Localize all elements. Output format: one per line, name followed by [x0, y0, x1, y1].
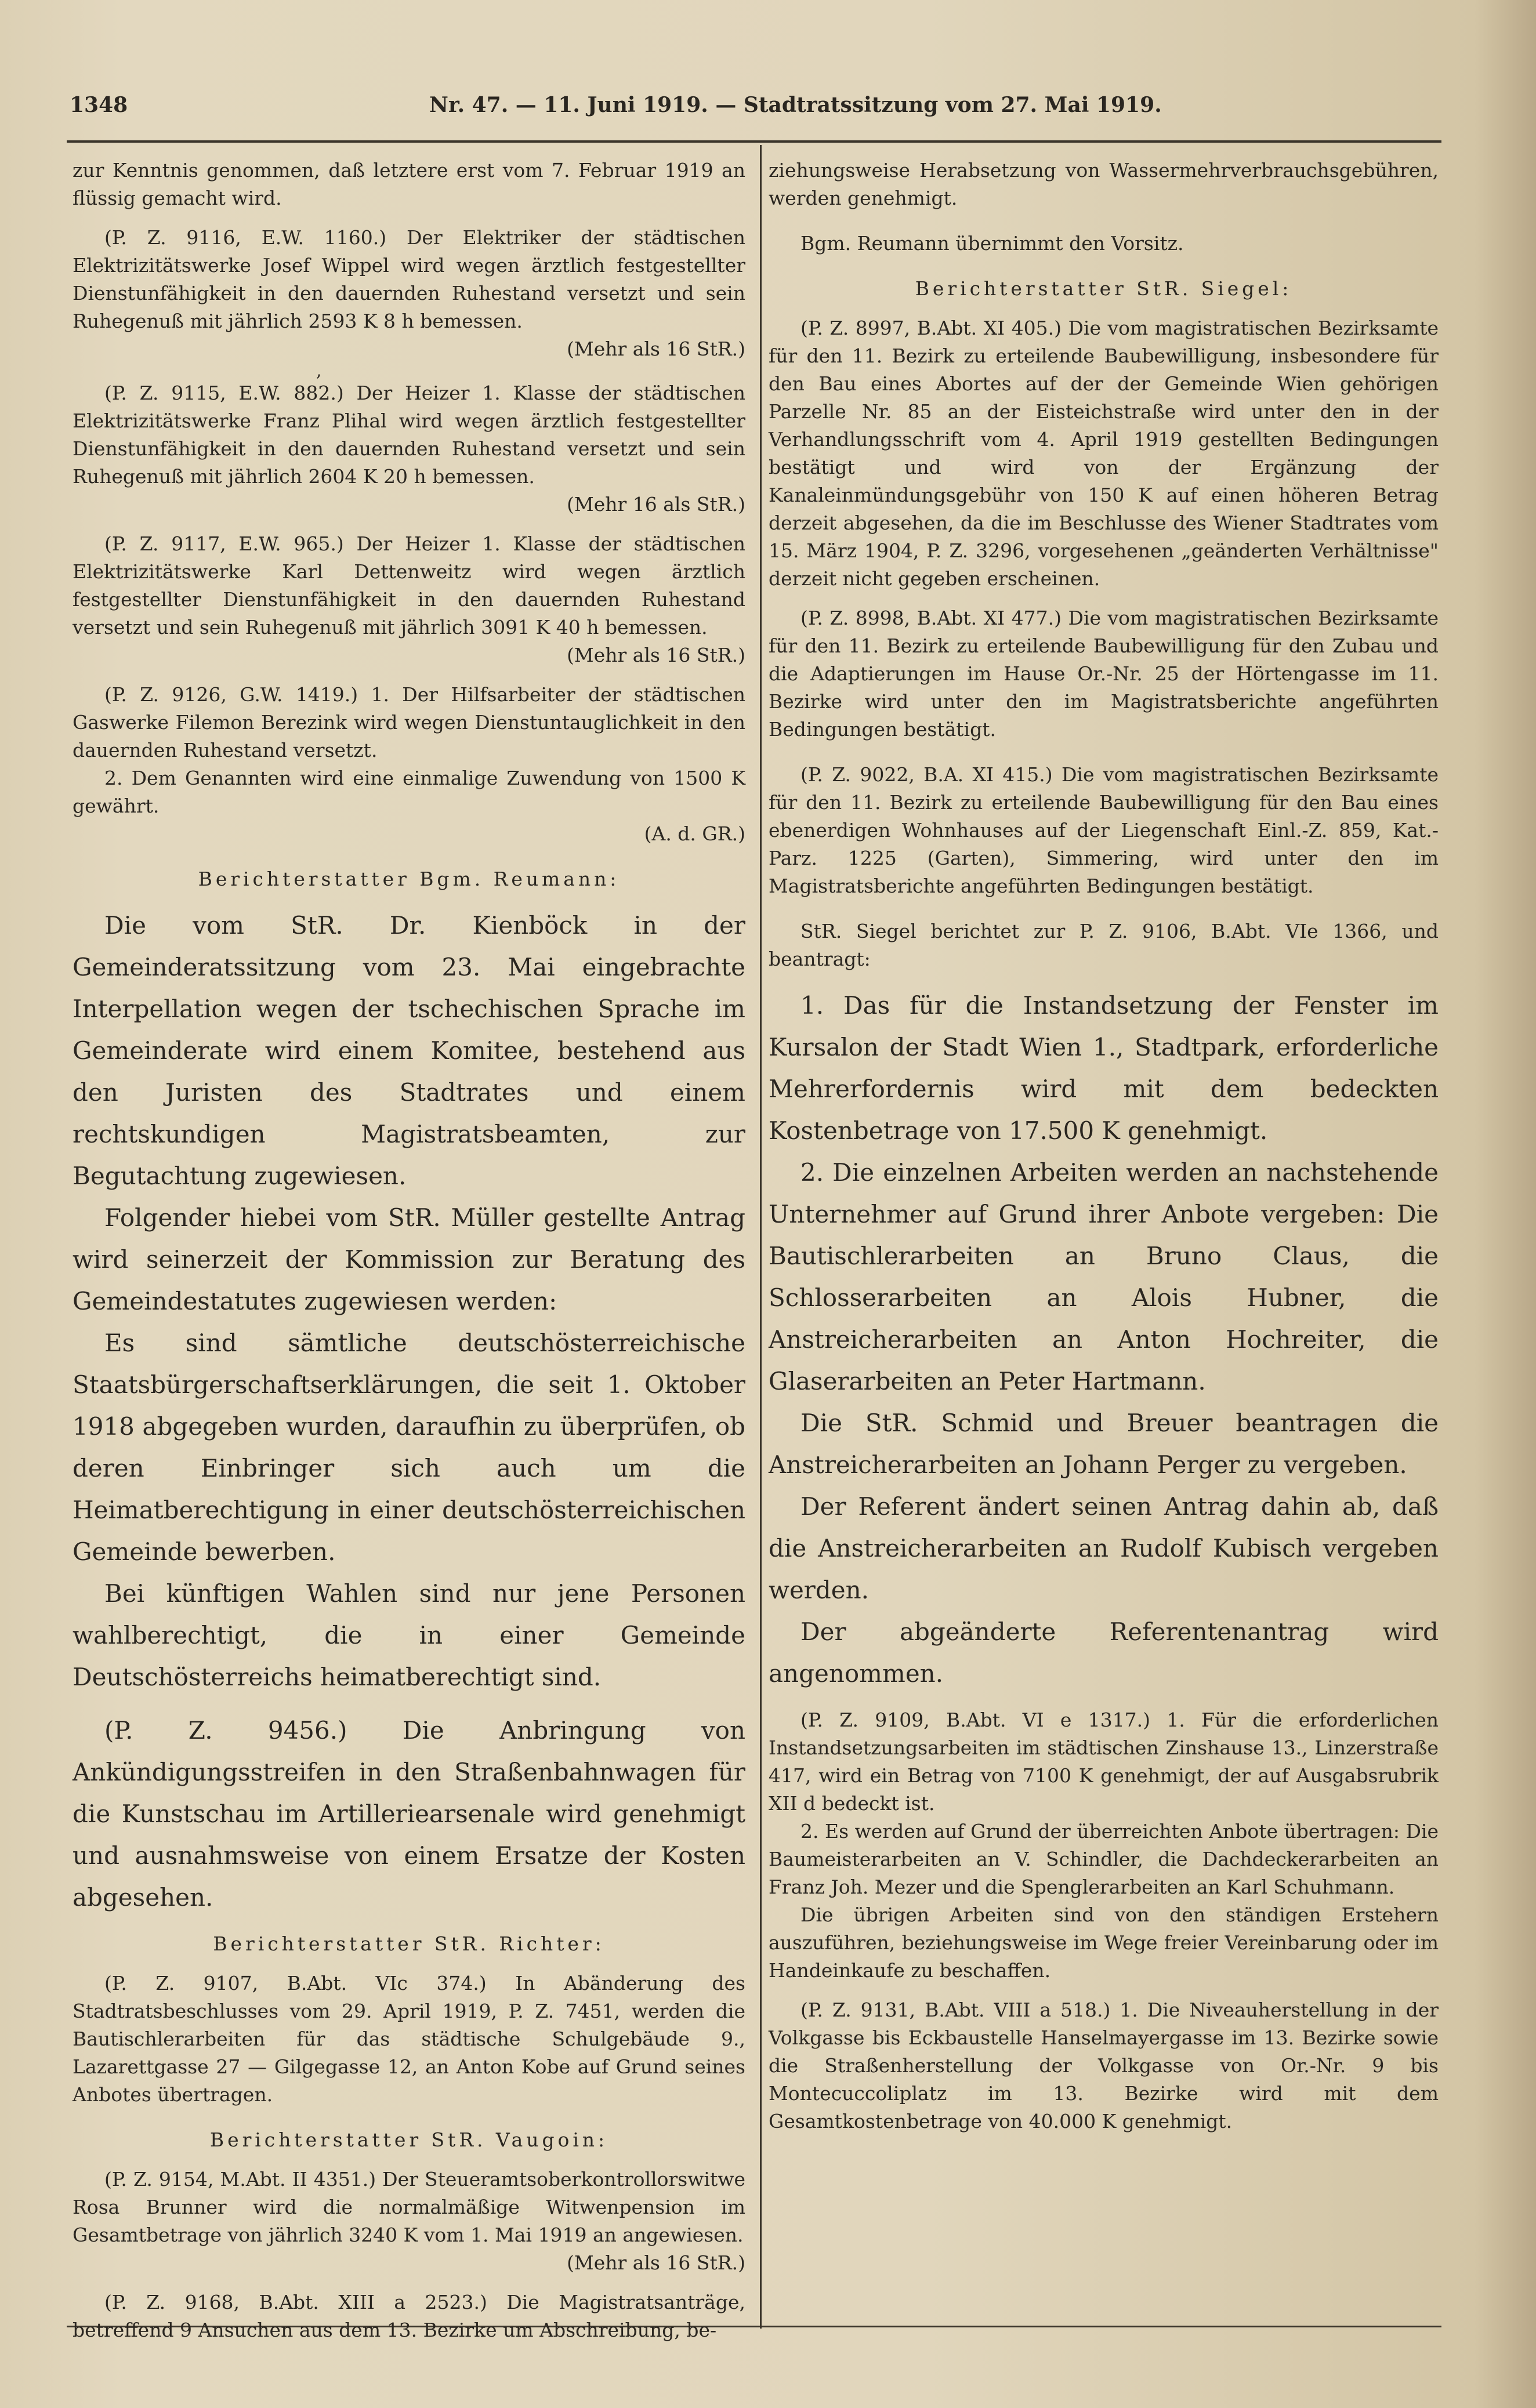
- paragraph: (P. Z. 8998, B.Abt. XI 477.) Die vom magistratischen Bezirksamte für den 11. Bezirk zu erteilende Baubewilligung für den Zubau und die Adaptierungen im Hause Or.-Nr. 25 der Hörtengasse im 11. Bezirke wird unter den im Magistratsberichte angeführten Bedingungen bestätigt.: [769, 607, 1439, 741]
- vote-note: (Mehr als 16 StR.): [567, 644, 745, 666]
- paragraph: Die vom StR. Dr. Kienböck in der Gemeinderatssitzung vom 23. Mai eingebrachte Interpellation wegen der tschechischen Sprache im Gemeinderate wird einem Komitee, bestehend aus den Juristen des Stadtrates und einem rechtskundigen Magistratsbeamten, zur Begutachtung zugewiesen.: [73, 911, 745, 1190]
- paragraph: (P. Z. 9154, M.Abt. II 4351.) Der Steueramtsoberkontrollorswitwe Rosa Brunner wird die normalmäßige Witwenpension im Gesamtbetrage von jährlich 3240 K vom 1. Mai 1919 an angewiesen.: [73, 2168, 745, 2246]
- column-divider: [760, 145, 762, 2329]
- page-header: [70, 93, 1427, 128]
- paragraph: StR. Siegel berichtet zur P. Z. 9106, B.Abt. VIe 1366, und beantragt:: [769, 920, 1439, 970]
- paragraph: (P. Z. 9022, B.A. XI 415.) Die vom magistratischen Bezirksamte für den 11. Bezirk zu erteilende Baubewilligung für den Bau eines ebenerdigen Wohnhauses auf der Liegenschaft Einl.-Z. 859, Kat.-Parz. 1225 (Garten), Simmering, wird unter den im Magistratsberichte angeführten Bedingungen bestätigt.: [769, 763, 1439, 897]
- page-number: 1348: [70, 93, 128, 117]
- paragraph: (P. Z. 9456.) Die Anbringung von Ankündigungsstreifen in den Straßenbahnwagen für die Kunstschau im Artilleriearsenale wird genehmigt und ausnahmsweise von einem Ersatze der Kosten abgesehen.: [73, 1716, 745, 1912]
- paragraph: 1. Das für die Instandsetzung der Fenster im Kursalon der Stadt Wien 1., Stadtpark, erforderliche Mehrerfordernis wird mit dem bedeckten Kostenbetrage von 17.500 K genehmigt.: [769, 991, 1439, 1145]
- paragraph: Die StR. Schmid und Breuer beantragen die Anstreicherarbeiten an Johann Perger zu vergeben.: [769, 1409, 1439, 1479]
- paragraph: 2. Die einzelnen Arbeiten werden an nachstehende Unternehmer auf Grund ihrer Anbote vergeben: Die Bautischlerarbeiten an Bruno Claus, die Schlosserarbeiten an Alois Hubner, die Anstreicherarbeiten an Anton Hochreiter, die Glaserarbeiten an Peter Hartmann.: [769, 1158, 1439, 1395]
- paragraph: Es sind sämtliche deutschösterreichische Staatsbürgerschaftserklärungen, die seit 1. Oktober 1918 abgegeben wurden, daraufhin zu überprüfen, ob deren Einbringer sich auch um die Heimatberechtigung in einer deutschösterreichischen Gemeinde bewerben.: [73, 1329, 745, 1566]
- paragraph: Bei künftigen Wahlen sind nur jene Personen wahlberechtigt, die in einer Gemeinde Deutschösterreichs heimatberechtigt sind.: [73, 1579, 745, 1691]
- section-heading: Berichterstatter Bgm. Reumann:: [198, 868, 620, 890]
- vote-note: (A. d. GR.): [644, 822, 745, 845]
- paragraph: (P. Z. 9131, B.Abt. VIII a 518.) 1. Die Niveauherstellung in der Volkgasse bis Eckbaustelle Hanselmayergasse im 13. Bezirke sowie die Straßenherstellung der Volkgasse von Or.-Nr. 9 bis Montecuccoliplatz im 13. Bezirke wird mit dem Gesamtkostenbetrage von 40.000 K genehmigt.: [769, 1999, 1439, 2133]
- paragraph: Der Referent ändert seinen Antrag dahin ab, daß die Anstreicherarbeiten an Rudolf Kubisch vergeben werden.: [769, 1492, 1439, 1604]
- paragraph: (P. Z. 9109, B.Abt. VI e 1317.) 1. Für die erforderlichen Instandsetzungsarbeiten im städtischen Zinshause 13., Linzerstraße 417, wird ein Betrag von 7100 K genehmigt, der auf Ausgabsrubrik XII d bedeckt ist.: [769, 1709, 1439, 1815]
- paragraph: (P. Z. 9126, G.W. 1419.) 1. Der Hilfsarbeiter der städtischen Gaswerke Filemon Berezink wird wegen Dienstuntauglichkeit in den dauernden Ruhestand versetzt.: [73, 683, 745, 761]
- paragraph: zur Kenntnis genommen, daß letztere erst vom 7. Februar 1919 an flüssig gemacht wird.: [73, 159, 745, 209]
- paragraph: (P. Z. 9115, E.W. 882.) Der Heizer 1. Klasse der städtischen Elektrizitätswerke Franz Plihal wird wegen ärztlich festgestellter Dienstunfähigkeit in den dauernden Ruhestand versetzt und sein Ruhegenuß mit jährlich 2604 K 20 h bemessen.: [73, 382, 745, 488]
- section-heading: Berichterstatter StR. Richter:: [213, 1932, 605, 1955]
- section-heading: Berichterstatter StR. Vaugoin:: [209, 2128, 608, 2151]
- paragraph: (P. Z. 8997, B.Abt. XI 405.) Die vom magistratischen Bezirksamte für den 11. Bezirk zu erteilende Baubewilligung, insbesondere für den Bau eines Abortes auf der der Gemeinde Wien gehörigen Parzelle Nr. 85 an der Eisteichstraße wird unter den in der Verhandlungsschrift vom 4. April 1919 gestellten Bedingungen bestätigt und wird von der Ergänzung der Kanaleinmündungsgebühr von 150 K auf einen höheren Betrag derzeit abgesehen, da die im Beschlusse des Wiener Stadtrates vom 15. März 1904, P. Z. 3296, vorgesehenen „geänderten Verhältnisse" derzeit nicht gegeben erscheinen.: [769, 317, 1439, 590]
- stray-mark: ,: [316, 361, 322, 381]
- paragraph: (P. Z. 9168, B.Abt. XIII a 2523.) Die Magistratsanträge, betreffend 9 Ansuchen aus dem 13. Bezirke um Abschreibung, be-: [73, 2291, 745, 2341]
- header-rule: [67, 140, 1441, 143]
- left-column: [73, 157, 745, 2344]
- paragraph: 2. Es werden auf Grund der überreichten Anbote übertragen: Die Baumeisterarbeiten an V. Schindler, die Dachdeckerarbeiten an Franz Joh. Mezer und die Spenglerarbeiten an Karl Schuhmann.: [769, 1820, 1439, 1898]
- paragraph: Der abgeänderte Referentenantrag wird angenommen.: [769, 1618, 1439, 1688]
- vote-note: (Mehr als 16 StR.): [567, 2251, 745, 2274]
- right-column: [769, 157, 1439, 2135]
- issue-title: Nr. 47. — 11. Juni 1919. — Stadtratssitzung vom 27. Mai 1919.: [429, 93, 1162, 117]
- paragraph: ziehungsweise Herabsetzung von Wassermehrverbrauchsgebühren, werden genehmigt.: [769, 159, 1439, 209]
- paragraph: (P. Z. 9116, E.W. 1160.) Der Elektriker der städtischen Elektrizitätswerke Josef Wippel wird wegen ärztlich festgestellter Dienstunfähigkeit in den dauernden Ruhestand versetzt und sein Ruhegenuß mit jährlich 2593 K 8 h bemessen.: [73, 226, 745, 332]
- paragraph: 2. Dem Genannten wird eine einmalige Zuwendung von 1500 K gewährt.: [73, 767, 745, 817]
- paragraph: Die übrigen Arbeiten sind von den ständigen Erstehern auszuführen, beziehungsweise im Wege freier Vereinbarung oder im Handeinkaufe zu beschaffen.: [769, 1903, 1439, 1982]
- section-heading: Berichterstatter StR. Siegel:: [915, 277, 1292, 300]
- paragraph: Folgender hiebei vom StR. Müller gestellte Antrag wird seinerzeit der Kommission zur Beratung des Gemeindestatutes zugewiesen werden:: [73, 1203, 745, 1315]
- paragraph: (P. Z. 9117, E.W. 965.) Der Heizer 1. Klasse der städtischen Elektrizitätswerke Karl Dettenweitz wird wegen ärztlich festgestellter Dienstunfähigkeit in den dauernden Ruhestand versetzt und sein Ruhegenuß mit jährlich 3091 K 40 h bemessen.: [73, 532, 745, 639]
- paragraph: Bgm. Reumann übernimmt den Vorsitz.: [800, 232, 1184, 255]
- paragraph: (P. Z. 9107, B.Abt. VIc 374.) In Abänderung des Stadtratsbeschlusses vom 29. April 1919, P. Z. 7451, werden die Bautischlerarbeiten für das städtische Schulgebäude 9., Lazarettgasse 27 — Gilgegasse 12, an Anton Kobe auf Grund seines Anbotes übertragen.: [73, 1972, 745, 2106]
- vote-note: (Mehr als 16 StR.): [567, 338, 745, 360]
- vote-note: (Mehr 16 als StR.): [567, 493, 745, 516]
